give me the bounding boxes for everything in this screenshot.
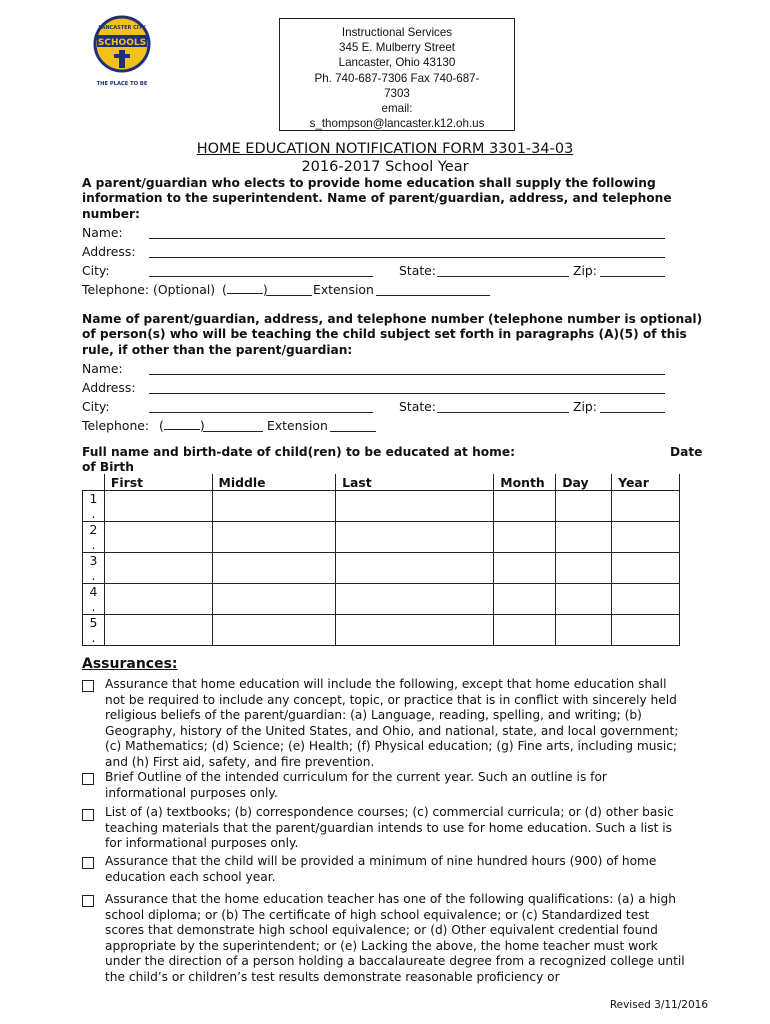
date-label: Date	[670, 445, 703, 459]
address-line: email:	[381, 102, 413, 116]
section1-name-field[interactable]	[149, 238, 665, 239]
school-year: 2016-2017 School Year	[301, 159, 469, 175]
column-header-first: First	[104, 474, 212, 491]
year-cell[interactable]	[612, 553, 680, 584]
children-table	[82, 474, 680, 646]
month-cell[interactable]	[494, 553, 556, 584]
day-cell[interactable]	[556, 553, 612, 584]
section1-telephone-label: Telephone: (Optional)	[82, 282, 216, 297]
section2-telephone-label: Telephone:	[82, 418, 150, 433]
middle-name-cell[interactable]	[212, 553, 336, 584]
assurance-text-materials: List of (a) textbooks; (b) correspondence courses; (c) commercial curricula; or (d) other basic teaching materials that the parent/guardian intends to use for home education. Such a list is for informational purposes only.	[105, 805, 674, 851]
column-header-last: Last	[336, 474, 494, 491]
address-line: 7303	[384, 86, 410, 100]
address-line: Lancaster, Ohio 43130	[338, 56, 456, 70]
logo-tagline: THE PLACE TO BE	[96, 81, 148, 87]
section2-state-label: State:	[399, 399, 436, 414]
section2-extension-field[interactable]	[330, 431, 376, 432]
section2-extension-label: Extension	[267, 418, 328, 433]
form-title: HOME EDUCATION NOTIFICATION FORM 3301-34-03	[196, 141, 574, 157]
assurances-heading: Assurances:	[82, 656, 178, 672]
day-cell[interactable]	[556, 615, 612, 646]
last-name-cell[interactable]	[336, 553, 494, 584]
row-number: 5 .	[83, 615, 105, 646]
month-cell[interactable]	[494, 584, 556, 615]
assurance-checkbox-outline[interactable]	[82, 773, 94, 785]
logo-text-main: SCHOOLS	[97, 38, 147, 48]
section2-state-field[interactable]	[437, 412, 569, 413]
section1-city-label: City:	[82, 263, 110, 278]
row-number: 3 .	[83, 553, 105, 584]
column-header-year: Year	[612, 474, 680, 491]
address-line: s_thompson@lancaster.k12.oh.us	[309, 117, 485, 131]
assurance-checkbox-hours[interactable]	[82, 857, 94, 869]
middle-name-cell[interactable]	[212, 491, 336, 522]
table-row	[83, 491, 680, 522]
table-row	[83, 615, 680, 646]
section2-name-field[interactable]	[149, 374, 665, 375]
row-number: 4 .	[83, 584, 105, 615]
assurance-checkbox-curriculum[interactable]	[82, 680, 94, 692]
assurance-text-outline: Brief Outline of the intended curriculum for the current year. Such an outline is for informational purposes only.	[105, 770, 607, 800]
logo-text-top: LANCASTER CITY	[98, 25, 146, 31]
of-birth-label: of Birth	[82, 460, 134, 474]
year-cell[interactable]	[612, 584, 680, 615]
section1-extension-field[interactable]	[376, 295, 490, 296]
middle-name-cell[interactable]	[212, 615, 336, 646]
middle-name-cell[interactable]	[212, 584, 336, 615]
section2-address-label: Address:	[82, 380, 136, 395]
section1-address-field[interactable]	[149, 257, 665, 258]
children-heading: Full name and birth-date of child(ren) to be educated at home:	[82, 445, 515, 459]
address-line: Ph. 740-687-7306 Fax 740-687-	[314, 71, 480, 85]
section2-city-label: City:	[82, 399, 110, 414]
section1-area-code-field[interactable]: ( )	[222, 282, 268, 297]
month-cell[interactable]	[494, 522, 556, 553]
middle-name-cell[interactable]	[212, 522, 336, 553]
day-cell[interactable]	[556, 491, 612, 522]
section1-extension-label: Extension	[313, 282, 374, 297]
first-name-cell[interactable]	[104, 584, 212, 615]
section1-phone-field[interactable]	[266, 295, 312, 296]
first-name-cell[interactable]	[104, 615, 212, 646]
assurance-text-qualifications: Assurance that the home education teacher has one of the following qualifications: (a) a high school diploma; or (b) The certificate of high school equivalence; or (c) Standardized test scores that demonstrate high school equivalence; or (d) Other equivalent credential found appropriate by the superintendent; or (e) Lacking the above, the home teacher must work under the direction of a person holding a baccalaureate degree from a recognized college until the child’s or children’s test results demonstrate reasonable proficiency or	[105, 892, 685, 984]
section1-state-label: State:	[399, 263, 436, 278]
section2-area-code-field[interactable]: ( )	[159, 418, 205, 433]
row-number: 2 .	[83, 522, 105, 553]
section2-intro: Name of parent/guardian, address, and telephone number (telephone number is optional) of person(s) who will be teaching the child subject set forth in paragraphs (A)(5) of this rule, if other than the parent/guardian:	[82, 312, 703, 357]
assurance-checkbox-qualifications[interactable]	[82, 895, 94, 907]
section1-city-field[interactable]	[149, 276, 373, 277]
column-header-middle: Middle	[212, 474, 336, 491]
section2-address-field[interactable]	[149, 393, 665, 394]
section1-address-label: Address:	[82, 244, 136, 259]
day-cell[interactable]	[556, 584, 612, 615]
year-cell[interactable]	[612, 491, 680, 522]
row-number: 1 .	[83, 491, 105, 522]
address-box	[279, 18, 515, 131]
month-cell[interactable]	[494, 491, 556, 522]
first-name-cell[interactable]	[104, 522, 212, 553]
month-cell[interactable]	[494, 615, 556, 646]
last-name-cell[interactable]	[336, 491, 494, 522]
section1-intro: A parent/guardian who elects to provide home education shall supply the following information to the superintendent. Name of parent/guardian, address, and telephone number:	[82, 176, 672, 221]
table-row	[83, 584, 680, 615]
section2-zip-label: Zip:	[573, 399, 597, 414]
section2-phone-field[interactable]	[203, 431, 263, 432]
last-name-cell[interactable]	[336, 615, 494, 646]
last-name-cell[interactable]	[336, 522, 494, 553]
first-name-cell[interactable]	[104, 553, 212, 584]
section2-city-field[interactable]	[149, 412, 373, 413]
address-line: Instructional Services	[341, 26, 453, 39]
year-cell[interactable]	[612, 522, 680, 553]
assurance-checkbox-materials[interactable]	[82, 809, 94, 821]
section1-name-label: Name:	[82, 225, 123, 240]
revision-date: Revised 3/11/2016	[609, 999, 708, 1011]
year-cell[interactable]	[612, 615, 680, 646]
table-row	[83, 522, 680, 553]
table-row	[83, 553, 680, 584]
section1-zip-field[interactable]	[600, 276, 665, 277]
first-name-cell[interactable]	[104, 491, 212, 522]
section2-name-label: Name:	[82, 361, 123, 376]
address-line: 345 E. Mulberry Street	[339, 41, 455, 55]
column-header-month: Month	[494, 474, 556, 491]
assurance-text-curriculum: Assurance that home education will include the following, except that home education shall not be required to include any concept, topic, or practice that is in conflict with sincerely held religious beliefs of the parent/guardian: (a) Language, reading, spelling, and writing; (b) Geography, history of the United States, and Ohio, and national, state, and local government; (c) Mathematics; (d) Science; (e) Health; (f) Physical education; (g) Fine arts, including music; and (h) First aid, safety, and fire prevention.	[105, 677, 679, 769]
lancaster-schools-logo	[90, 14, 160, 88]
assurance-text-hours: Assurance that the child will be provided a minimum of nine hundred hours (900) of home education each school year.	[105, 854, 657, 884]
column-header-day: Day	[556, 474, 612, 491]
section1-state-field[interactable]	[437, 276, 569, 277]
day-cell[interactable]	[556, 522, 612, 553]
section2-zip-field[interactable]	[600, 412, 665, 413]
section1-zip-label: Zip:	[573, 263, 597, 278]
last-name-cell[interactable]	[336, 584, 494, 615]
